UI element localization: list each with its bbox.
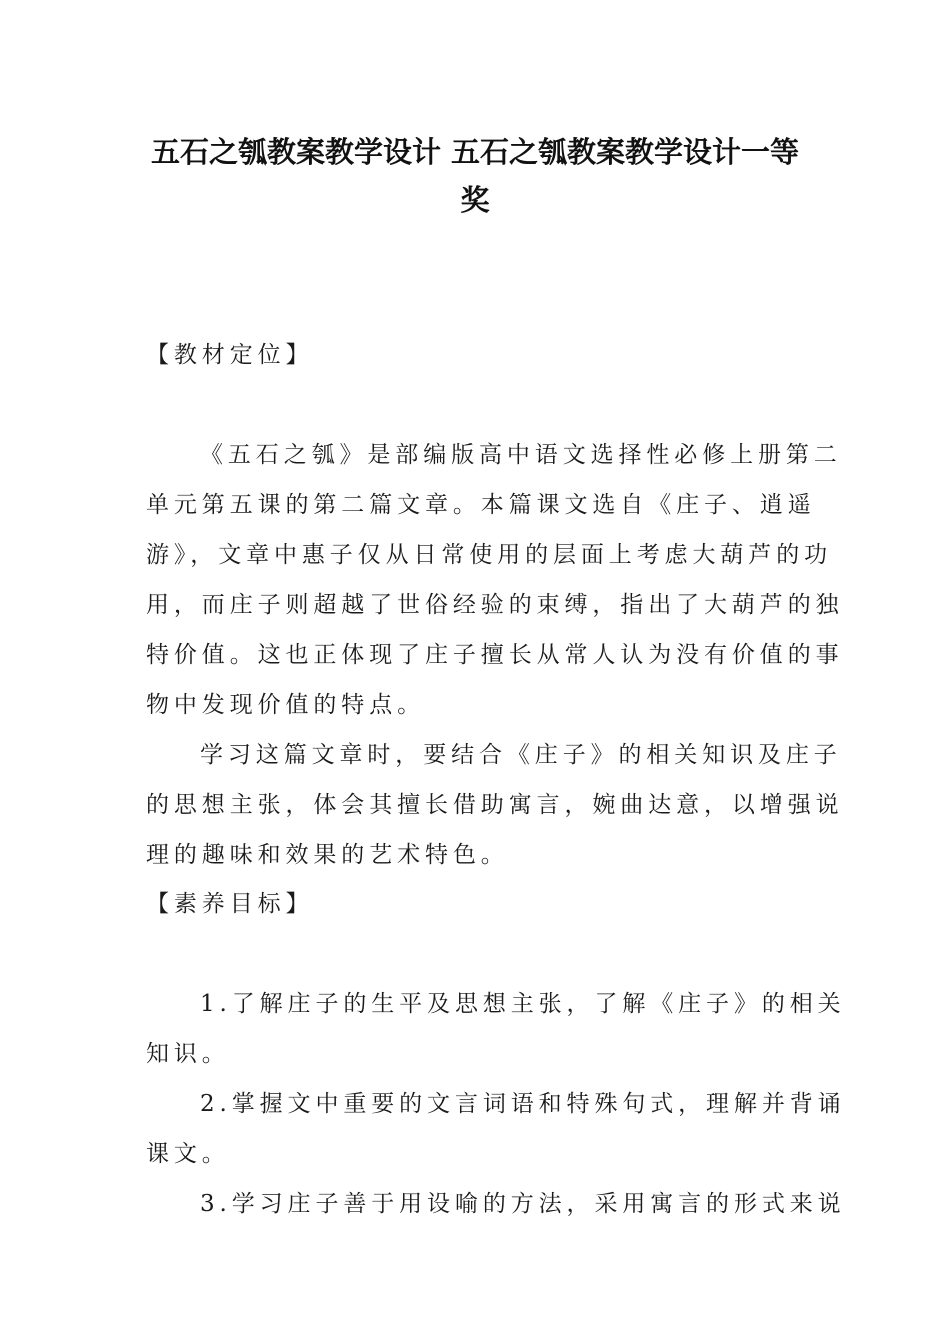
paragraph-line: 单元第五课的第二篇文章。本篇课文选自《庄子、逍遥 (146, 492, 816, 518)
paragraph-line: 的思想主张，体会其擅长借助寓言，婉曲达意，以增强说 (146, 792, 844, 818)
goal-item-line: 1.了解庄子的生平及思想主张，了解《庄子》的相关 (200, 991, 846, 1017)
paragraph-line: 特价值。这也正体现了庄子擅长从常人认为没有价值的事 (146, 642, 844, 668)
goal-item-line: 知识。 (146, 1041, 230, 1067)
section-heading-textbook-position: 【教材定位】 (146, 342, 314, 368)
title-line-2: 奖 (460, 183, 490, 217)
document-title (120, 128, 830, 224)
paragraph-line: 学习这篇文章时，要结合《庄子》的相关知识及庄子 (200, 742, 842, 768)
section-heading-literacy-goals: 【素养目标】 (146, 891, 314, 917)
goal-item-line: 2.掌握文中重要的文言词语和特殊句式，理解并背诵 (200, 1091, 846, 1117)
paragraph-line: 《五石之瓠》是部编版高中语文选择性必修上册第二 (200, 442, 842, 468)
title-line-1: 五石之瓠教案教学设计 五石之瓠教案教学设计一等 (150, 135, 800, 169)
goal-item-line: 3.学习庄子善于用设喻的方法，采用寓言的形式来说 (200, 1191, 846, 1217)
paragraph-line: 理的趣味和效果的艺术特色。 (146, 842, 509, 868)
paragraph-line: 游》，文章中惠子仅从日常使用的层面上考虑大葫芦的功 (146, 542, 832, 568)
paragraph-line: 物中发现价值的特点。 (146, 692, 425, 718)
paragraph-line: 用，而庄子则超越了世俗经验的束缚，指出了大葫芦的独 (146, 592, 844, 618)
goal-item-line: 课文。 (146, 1141, 230, 1167)
